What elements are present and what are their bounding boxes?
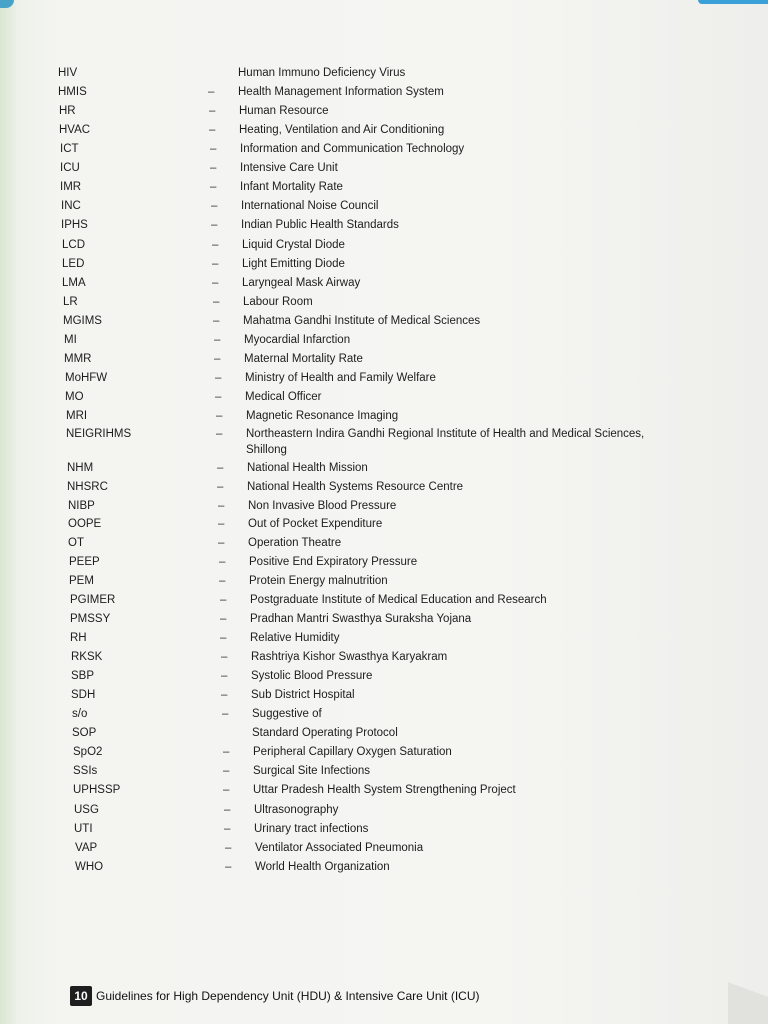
abbreviation-definition: Indian Public Health Standards — [241, 219, 399, 231]
abbreviation-term: s/o — [72, 708, 88, 720]
separator-dash: – — [209, 105, 216, 117]
separator-dash: – — [212, 239, 219, 251]
list-item — [66, 408, 748, 428]
list-item — [68, 535, 748, 555]
abbreviation-term: LR — [63, 296, 78, 308]
separator-dash: – — [223, 746, 230, 758]
abbreviation-definition: World Health Organization — [255, 861, 390, 873]
separator-dash: – — [225, 842, 232, 854]
list-item — [70, 611, 748, 631]
abbreviation-term: WHO — [75, 861, 104, 873]
separator-dash: – — [221, 689, 228, 701]
abbreviation-term: MO — [65, 391, 84, 403]
abbreviation-definition: Maternal Mortality Rate — [244, 353, 363, 365]
abbreviation-term: HR — [59, 105, 76, 117]
abbreviation-definition: Surgical Site Infections — [253, 765, 370, 777]
separator-dash: – — [221, 670, 228, 682]
abbreviation-definition: Information and Communication Technology — [240, 143, 465, 155]
separator-dash: – — [213, 296, 220, 308]
list-item — [60, 160, 748, 180]
list-item — [73, 782, 748, 802]
abbreviation-term: SBP — [71, 670, 95, 682]
separator-dash: – — [217, 462, 224, 474]
abbreviation-term: MGIMS — [63, 315, 102, 327]
abbreviation-term: MMR — [64, 353, 92, 365]
separator-dash: – — [214, 353, 221, 365]
separator-dash: – — [225, 861, 232, 873]
separator-dash: – — [212, 258, 219, 270]
list-item — [59, 103, 748, 123]
list-item — [69, 573, 748, 593]
abbreviation-definition: Infant Mortality Rate — [240, 181, 343, 193]
list-item — [67, 479, 748, 499]
abbreviation-definition: Ventilator Associated Pneumonia — [255, 842, 424, 854]
list-item — [67, 460, 748, 480]
separator-dash: – — [208, 86, 215, 98]
abbreviation-definition: Relative Humidity — [250, 632, 340, 644]
abbreviation-definition: Rashtriya Kishor Swasthya Karyakram — [251, 651, 448, 663]
separator-dash: – — [212, 277, 219, 289]
separator-dash: – — [210, 162, 217, 174]
abbreviation-term: HIV — [58, 67, 78, 79]
separator-dash: – — [213, 315, 220, 327]
abbreviation-term: ICU — [60, 162, 80, 174]
abbreviation-term: PMSSY — [70, 613, 111, 625]
separator-dash: – — [215, 372, 222, 384]
list-item — [62, 256, 748, 276]
abbreviation-term: ICT — [60, 143, 79, 155]
abbreviation-definition: Intensive Care Unit — [240, 162, 338, 174]
separator-dash: – — [216, 410, 223, 422]
abbreviation-definition: Sub District Hospital — [251, 689, 355, 701]
abbreviation-term: MoHFW — [65, 372, 108, 384]
abbreviation-term: PEM — [69, 575, 94, 587]
abbreviation-definition: Pradhan Mantri Swasthya Suraksha Yojana — [250, 613, 472, 625]
page-footer — [70, 986, 479, 1006]
list-item — [64, 351, 748, 371]
separator-dash: – — [220, 632, 227, 644]
list-item — [68, 498, 748, 518]
abbreviation-definition: Myocardial Infarction — [244, 334, 351, 346]
list-item — [58, 84, 748, 104]
separator-dash: – — [216, 428, 223, 440]
abbreviation-definition: Liquid Crystal Diode — [242, 239, 345, 251]
abbreviation-definition: Mahatma Gandhi Institute of Medical Sciences — [243, 315, 481, 327]
separator-dash: – — [210, 143, 217, 155]
abbreviation-term: MRI — [66, 410, 88, 422]
list-item — [73, 763, 748, 783]
separator-dash: – — [209, 124, 216, 136]
abbreviation-definition: International Noise Council — [241, 200, 379, 212]
abbreviation-definition: Human Immuno Deficiency Virus — [238, 67, 406, 79]
abbreviation-definition: Laryngeal Mask Airway — [242, 277, 361, 289]
abbreviation-definition: Uttar Pradesh Health System Strengthening Project — [253, 784, 516, 796]
abbreviation-term: NIBP — [68, 500, 95, 512]
list-item — [75, 859, 748, 879]
list-item — [60, 141, 748, 161]
abbreviation-definition: Out of Pocket Expenditure — [248, 518, 383, 530]
footer-title: Guidelines for High Dependency Unit (HDU) & Intensive Care Unit (ICU) — [96, 989, 480, 1003]
separator-dash: – — [211, 219, 218, 231]
separator-dash: – — [219, 556, 226, 568]
page-number: 10 — [70, 986, 92, 1006]
separator-dash: – — [214, 334, 221, 346]
list-item — [64, 332, 748, 352]
abbreviation-definition: Systolic Blood Pressure — [251, 670, 373, 682]
separator-dash: – — [224, 823, 231, 835]
list-item — [71, 649, 748, 669]
abbreviation-definition: National Health Mission — [247, 462, 368, 474]
abbreviation-definition: Operation Theatre — [248, 537, 342, 549]
abbreviation-definition: Human Resource — [239, 105, 329, 117]
separator-dash: – — [218, 537, 225, 549]
abbreviation-definition: Northeastern Indira Gandhi Regional Institute of Health and Medical Sciences, Shillong — [246, 428, 645, 456]
abbreviation-term: MI — [64, 334, 77, 346]
abbreviation-definition: Protein Energy malnutrition — [249, 575, 388, 587]
separator-dash: – — [220, 594, 227, 606]
list-item — [69, 554, 748, 574]
abbreviation-term: OOPE — [68, 518, 102, 530]
list-item — [63, 294, 748, 314]
abbreviation-term: LCD — [62, 239, 86, 251]
abbreviation-term: SpO2 — [73, 746, 103, 758]
separator-dash: – — [221, 651, 228, 663]
list-item — [71, 687, 748, 707]
separator-dash: – — [215, 391, 222, 403]
abbreviation-definition: National Health Systems Resource Centre — [247, 481, 464, 493]
abbreviation-term: IMR — [60, 181, 82, 193]
abbreviation-definition: Positive End Expiratory Pressure — [249, 556, 418, 568]
abbreviation-term: LED — [62, 258, 85, 270]
list-item — [74, 802, 748, 822]
abbreviation-definition: Postgraduate Institute of Medical Education and Research — [250, 594, 547, 606]
abbreviation-term: SOP — [72, 727, 97, 739]
abbreviation-definition: Labour Room — [243, 296, 313, 308]
separator-dash: – — [223, 765, 230, 777]
separator-dash: – — [219, 575, 226, 587]
list-item — [59, 122, 748, 142]
abbreviation-definition: Non Invasive Blood Pressure — [248, 500, 397, 512]
abbreviation-definition: Urinary tract infections — [254, 823, 369, 835]
list-item — [72, 706, 748, 726]
abbreviation-definition: Standard Operating Protocol — [252, 727, 398, 739]
list-item — [63, 313, 748, 333]
abbreviation-term: OT — [68, 537, 84, 549]
list-item — [60, 179, 748, 199]
abbreviation-term: UPHSSP — [73, 784, 121, 796]
list-item — [74, 821, 748, 841]
separator-dash: – — [223, 784, 230, 796]
abbreviation-term: RH — [70, 632, 87, 644]
list-item — [61, 198, 748, 218]
abbreviation-term: UTI — [74, 823, 93, 835]
abbreviation-definition: Heating, Ventilation and Air Conditioning — [239, 124, 445, 136]
list-item — [71, 668, 748, 688]
abbreviation-term: NEIGRIHMS — [66, 428, 132, 440]
list-item — [61, 217, 748, 237]
list-item — [70, 630, 748, 650]
list-item — [62, 237, 748, 257]
list-item — [70, 592, 748, 612]
abbreviation-term: SSIs — [73, 765, 98, 777]
abbreviation-definition: Ministry of Health and Family Welfare — [245, 372, 436, 384]
separator-dash: – — [218, 500, 225, 512]
abbreviation-term: LMA — [62, 277, 86, 289]
abbreviation-term: USG — [74, 804, 99, 816]
separator-dash: – — [217, 481, 224, 493]
abbreviation-term: INC — [61, 200, 81, 212]
abbreviation-definition: Health Management Information System — [238, 86, 444, 98]
abbreviation-term: HMIS — [58, 86, 87, 98]
page-corner-fold — [728, 934, 768, 1024]
list-item — [72, 725, 748, 745]
abbreviation-term: NHSRC — [67, 481, 108, 493]
list-item — [75, 840, 748, 860]
abbreviation-term: PGIMER — [70, 594, 116, 606]
abbreviation-definition: Ultrasonography — [254, 804, 339, 816]
abbreviation-definition: Suggestive of — [252, 708, 322, 720]
list-item — [68, 516, 748, 536]
abbreviation-term: HVAC — [59, 124, 91, 136]
abbreviation-term: PEEP — [69, 556, 100, 568]
list-item — [65, 370, 748, 390]
list-item — [73, 744, 748, 764]
abbreviation-term: VAP — [75, 842, 98, 854]
separator-dash: – — [210, 181, 217, 193]
list-item — [58, 65, 748, 85]
abbreviation-term: NHM — [67, 462, 94, 474]
list-item — [65, 389, 748, 409]
separator-dash: – — [211, 200, 218, 212]
separator-dash: – — [222, 708, 229, 720]
abbreviation-term: SDH — [71, 689, 96, 701]
list-item — [62, 275, 748, 295]
abbreviation-definition: Peripheral Capillary Oxygen Saturation — [253, 746, 452, 758]
abbreviation-definition: Light Emitting Diode — [242, 258, 345, 270]
separator-dash: – — [224, 804, 231, 816]
abbreviation-term: RKSK — [71, 651, 103, 663]
abbreviation-definition: Magnetic Resonance Imaging — [246, 410, 399, 422]
separator-dash: – — [220, 613, 227, 625]
separator-dash: – — [218, 518, 225, 530]
list-item — [66, 426, 748, 456]
abbreviation-definition: Medical Officer — [245, 391, 322, 403]
abbreviation-term: IPHS — [61, 219, 88, 231]
